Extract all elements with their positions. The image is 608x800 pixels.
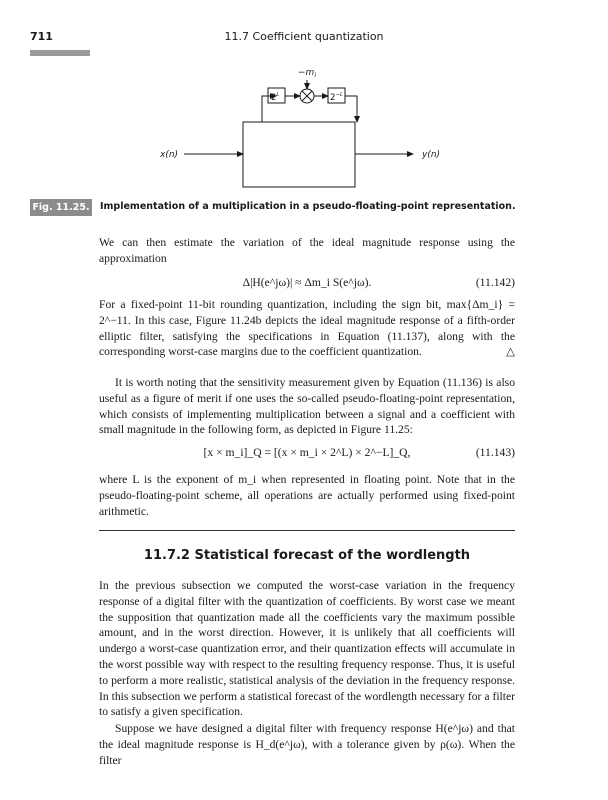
paragraph-worst-case: In the previous subsection we computed the worst-case variation in the frequency response of a digital filter with the quantization of coefficients. By worst case we meant the supposition that quantization made all the coefficients vary the maximum possible amount, and in the worst direction. However, it is unlikely that all coefficients will undergo a worst-case quantization error, and their quantization effects will accumulate in the worst possible way with respect to the resulting frequency response. Thus, it is useful to perform a more realistic, statistical analysis of the deviation in the frequency response. In this subsection we perform a statistical forecast of the wordlength necessary for a filter to satisfy a given specification. [99,579,515,719]
multiplier-label: $-m_i$ [298,68,317,79]
paragraph-approximation: We can then estimate the variation of the ideal magnitude response using the approximation [99,236,515,265]
paragraph-exponent: where L is the exponent of m_i when represented in floating point. Note that in the pseudo-floating-point scheme, all operations are actually performed using fixed-point arithmetic. [99,473,515,518]
paragraph-fixed-point [99,297,515,360]
equation-number: (11.142) [475,276,515,289]
end-of-example-mark: △ [506,345,515,359]
paragraph-sensitivity: It is worth noting that the sensitivity measurement given by Equation (11.136) is also useful as a figure of merit if one uses the so-called pseudo-floating-point representation, which consists of implementing multiplication between a signal and a coefficient with small magnitude in the following form, as depicted in Figure 11.25: [99,376,515,437]
running-head: 11.7 Coefficient quantization [224,30,384,43]
header-bar [30,50,90,56]
page-number: 711 [30,30,53,43]
figure-11-25-diagram [0,60,608,195]
equation-body: [x × m_i]_Q = [(x × m_i × 2^L) × 2^−L]_Q, [203,446,411,459]
loop-right [345,96,357,122]
output-label: y(n) [422,150,441,160]
equation-11-143 [99,446,515,462]
section-rule [99,530,515,531]
equation-body: Δ|H(e^jω)| ≈ Δm_i S(e^jω). [242,276,372,289]
paragraph-frequency-response: Suppose we have designed a digital filter with frequency response H(e^jω) and that the ideal magnitude response is H_d(e^jω), with a tolerance given by ρ(ω). When the filter [99,722,515,767]
paragraph-fixed-point-text: For a fixed-point 11-bit rounding quantization, including the sign bit, max{Δm_i} = 2^−11. In this case, Figure 11.24b depicts the ideal magnitude response of a fifth-order elliptic filter, satisfying the specifications in Equation (11.137), along with the corresponding worst-case margins due to the coefficient quantization. [99,298,515,359]
scale-up-label: $2^L$ [271,92,280,103]
figure-label: Fig. 11.25. [30,199,92,216]
scale-down-label: $2^{-L}$ [330,92,344,103]
page-header [30,30,578,48]
section-title: 11.7.2 Statistical forecast of the wordlength [143,548,471,563]
figure-caption: Implementation of a multiplication in a pseudo-floating-point representation. [100,201,516,212]
equation-number: (11.143) [475,446,515,459]
equation-11-142 [99,276,515,292]
filter-block [243,122,355,187]
input-label: x(n) [160,150,179,160]
